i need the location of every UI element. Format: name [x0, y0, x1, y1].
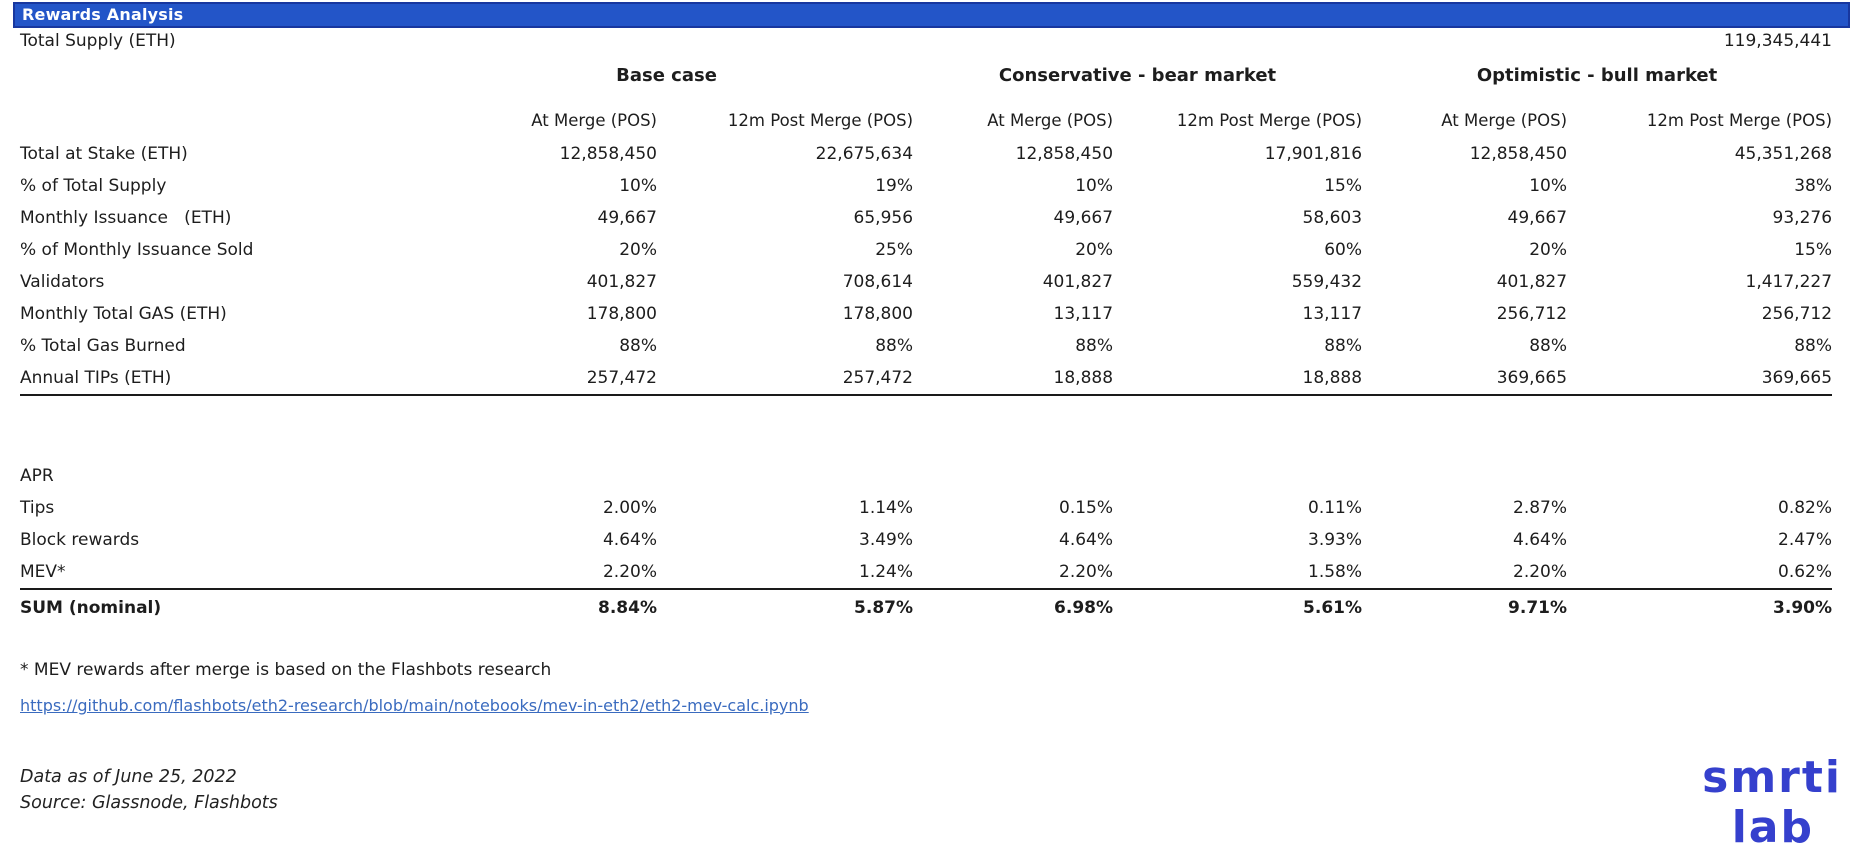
cell-value: 4.64% — [1513, 530, 1568, 550]
data-as-of-text: Data as of June 25, 2022 — [20, 767, 237, 787]
cell-value: 58,603 — [1302, 208, 1363, 228]
row-label: % of Monthly Issuance Sold — [20, 240, 254, 260]
table-row — [20, 138, 1832, 170]
apr-rows — [20, 460, 1832, 589]
table-row — [20, 362, 1832, 395]
cell-value: 401,827 — [586, 272, 657, 292]
row-label: Validators — [20, 272, 105, 292]
row-label: % of Total Supply — [20, 176, 167, 196]
column-subheader-row — [20, 92, 1832, 138]
row-label: % Total Gas Burned — [20, 336, 186, 356]
cell-value: 0.15% — [1059, 498, 1114, 518]
cell-value: 708,614 — [842, 272, 914, 292]
cell-value: 20% — [1075, 240, 1114, 260]
cell-value: 10% — [619, 176, 657, 196]
scenario-header-optimistic: Optimistic - bull market — [1476, 64, 1718, 86]
flashbots-research-link[interactable]: https://github.com/flashbots/eth2-research/blob/main/notebooks/mev-in-eth2/eth2-mev-calc.ipynb — [20, 696, 809, 715]
table-row — [20, 234, 1832, 266]
cell-value: 13,117 — [1053, 304, 1114, 324]
cell-value: 2.20% — [913, 556, 1113, 589]
spacer-cell — [20, 395, 1832, 460]
cell-value: 38% — [1794, 176, 1833, 196]
cell-value: 45,351,268 — [1734, 144, 1833, 164]
sum-section — [20, 589, 1832, 626]
cell-value: 60% — [1324, 240, 1363, 260]
table-row — [20, 202, 1832, 234]
metrics-rows — [20, 138, 1832, 395]
table-row — [20, 460, 1832, 492]
cell-value: 0.11% — [1308, 498, 1363, 518]
cell-value: 178,800 — [842, 304, 914, 324]
cell-value: 369,665 — [1362, 362, 1567, 395]
cell-value: 369,665 — [1567, 362, 1832, 395]
cell-value: 93,276 — [1772, 208, 1833, 228]
cell-value: 3.49% — [859, 530, 914, 550]
total-supply-value: 119,345,441 — [1723, 31, 1832, 51]
table-row — [20, 492, 1832, 524]
cell-value: 88% — [1324, 336, 1363, 356]
cell-value: 12,858,450 — [1469, 144, 1568, 164]
cell-value: 15% — [1794, 240, 1833, 260]
column-header: 12m Post Merge (POS) — [727, 111, 914, 130]
cell-value: 18,888 — [913, 362, 1113, 395]
column-header: 12m Post Merge (POS) — [1176, 111, 1363, 130]
cell-value: 88% — [875, 336, 914, 356]
cell-value: 2.47% — [1778, 530, 1833, 550]
cell-value: 49,667 — [597, 208, 657, 228]
cell-value: 1.14% — [859, 498, 914, 518]
cell-value: 8.84% — [598, 598, 657, 618]
column-header: At Merge (POS) — [987, 111, 1114, 130]
cell-value: 13,117 — [1302, 304, 1363, 324]
cell-value: 2.87% — [1513, 498, 1568, 518]
cell-value: 20% — [1529, 240, 1568, 260]
cell-value: 88% — [619, 336, 657, 356]
row-label: Monthly Total GAS (ETH) — [20, 304, 227, 324]
scenario-header-row — [20, 58, 1832, 92]
table-row — [20, 556, 1832, 589]
cell-value: 3.93% — [1308, 530, 1363, 550]
cell-value: 401,827 — [1496, 272, 1568, 292]
row-label: APR — [20, 466, 54, 486]
cell-value: 6.98% — [1054, 598, 1114, 618]
cell-value: 12,858,450 — [559, 144, 657, 164]
cell-value: 559,432 — [1291, 272, 1363, 292]
scenario-header-conservative: Conservative - bear market — [998, 64, 1277, 86]
cell-value: 4.64% — [602, 530, 657, 550]
cell-value: 178,800 — [586, 304, 657, 324]
cell-value: 18,888 — [1113, 362, 1362, 395]
row-label: Monthly Issuance (ETH) — [20, 208, 232, 228]
spacer-cell — [20, 92, 420, 138]
cell-value: 12,858,450 — [1015, 144, 1114, 164]
spacer-cell — [20, 58, 420, 92]
spacer-section — [20, 395, 1832, 460]
scenario-header-base: Base case — [616, 64, 717, 86]
cell-value: 25% — [875, 240, 914, 260]
cell-value: 4.64% — [1059, 530, 1114, 550]
cell-value: 49,667 — [1507, 208, 1568, 228]
cell-value: 5.87% — [854, 598, 914, 618]
table-row — [20, 266, 1832, 298]
source-text: Source: Glassnode, Flashbots — [20, 793, 278, 813]
cell-value: 256,712 — [1761, 304, 1833, 324]
logo-line1: smrti — [1702, 752, 1842, 803]
cell-value: 0.82% — [1778, 498, 1833, 518]
cell-value: 20% — [619, 240, 657, 260]
cell-value: 88% — [1075, 336, 1114, 356]
column-header: At Merge (POS) — [1441, 111, 1568, 130]
cell-value: 88% — [1529, 336, 1568, 356]
cell-value: 15% — [1324, 176, 1363, 196]
cell-value: 1,417,227 — [1745, 272, 1833, 292]
column-header: 12m Post Merge (POS) — [1646, 111, 1833, 130]
column-header: At Merge (POS) — [531, 111, 657, 130]
cell-value: 2.20% — [1362, 556, 1567, 589]
row-label: SUM (nominal) — [20, 598, 162, 618]
cell-value: 49,667 — [1053, 208, 1114, 228]
row-label: Total at Stake (ETH) — [20, 144, 188, 164]
table-row — [20, 524, 1832, 556]
cell-value: 1.24% — [657, 556, 913, 589]
mev-footnote: * MEV rewards after merge is based on the Flashbots research — [20, 660, 552, 680]
cell-value: 9.71% — [1508, 598, 1568, 618]
row-label: MEV* — [20, 556, 420, 589]
total-supply-label: Total Supply (ETH) — [20, 31, 176, 51]
cell-value: 88% — [1794, 336, 1833, 356]
cell-value: 1.58% — [1113, 556, 1362, 589]
row-label: Tips — [20, 498, 55, 518]
cell-value: 401,827 — [1042, 272, 1114, 292]
cell-value: 10% — [1075, 176, 1114, 196]
cell-value: 3.90% — [1773, 598, 1833, 618]
cell-value: 256,712 — [1496, 304, 1568, 324]
cell-value: 2.20% — [420, 556, 657, 589]
cell-value: 19% — [875, 176, 914, 196]
cell-value: 2.00% — [602, 498, 657, 518]
cell-value: 0.62% — [1567, 556, 1832, 589]
table-row — [20, 589, 1832, 626]
cell-value: 5.61% — [1303, 598, 1363, 618]
cell-value: 22,675,634 — [815, 144, 914, 164]
table-row — [20, 298, 1832, 330]
cell-value: 65,956 — [853, 208, 914, 228]
footer-meta — [20, 764, 278, 816]
logo-line2: lab — [1731, 802, 1814, 849]
cell-value: 10% — [1529, 176, 1568, 196]
page-title: Rewards Analysis — [22, 5, 184, 24]
footnote-link-line — [20, 696, 809, 715]
table-row — [20, 170, 1832, 202]
row-label: Annual TIPs (ETH) — [20, 362, 420, 395]
table-row — [20, 330, 1832, 362]
cell-value: 257,472 — [420, 362, 657, 395]
smrti-lab-logo — [1702, 753, 1842, 849]
total-supply-row — [20, 31, 1832, 52]
cell-value: 17,901,816 — [1264, 144, 1363, 164]
title-bar — [13, 2, 1850, 28]
rewards-table — [20, 58, 1832, 626]
row-label: Block rewards — [20, 530, 140, 550]
cell-value: 257,472 — [657, 362, 913, 395]
